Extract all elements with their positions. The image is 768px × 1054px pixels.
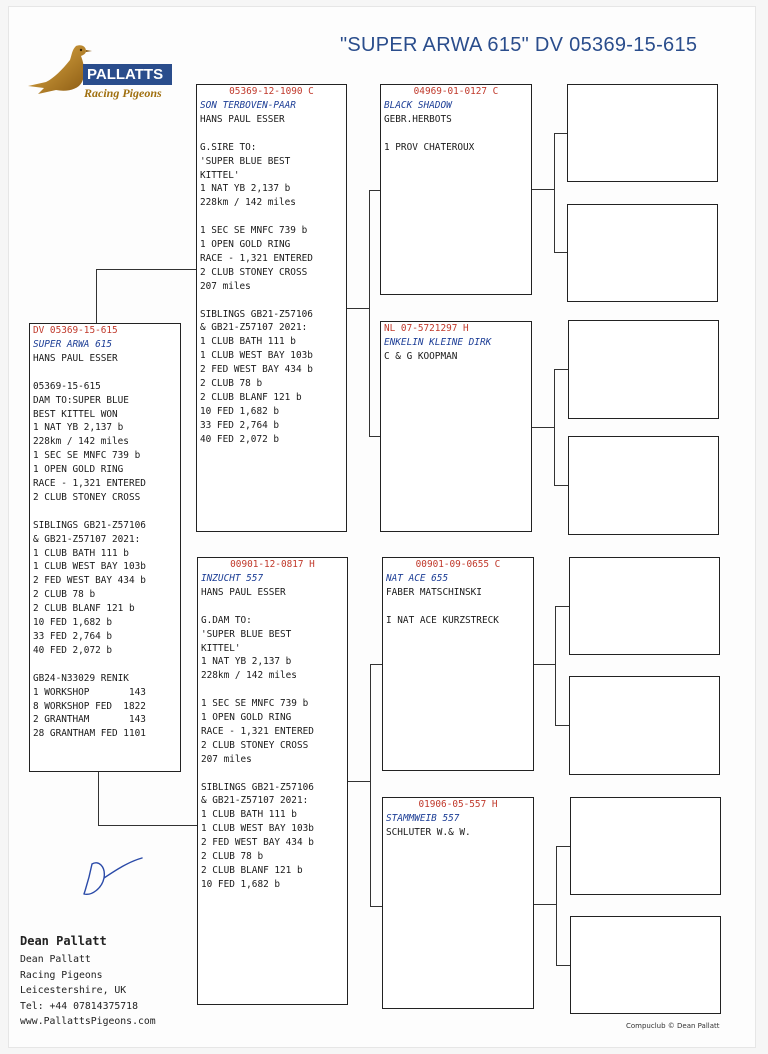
note-line: 1 CLUB BATH 111 b (33, 547, 129, 559)
connector-line (555, 606, 569, 607)
note-line: 2 CLUB BLANF 121 b (33, 603, 135, 615)
great-grandparent-box (568, 320, 719, 419)
pallatts-logo (26, 42, 176, 108)
note-line: 1 SEC SE MNFC 739 b (33, 450, 141, 462)
grandparent-ring: NL 07-5721297 H (384, 323, 469, 334)
note-line: 1 CLUB WEST BAY 103b (200, 350, 313, 362)
connector-line (369, 190, 370, 437)
grandparent-box (382, 797, 534, 1009)
grandparent-breeder: C & G KOOPMAN (384, 350, 458, 362)
grandparent-notes (384, 127, 528, 155)
connector-line (556, 846, 557, 966)
note-line: & GB21-Z57107 2021: (200, 322, 308, 334)
note-line: 2 CLUB 78 b (201, 851, 264, 863)
connector-line (534, 904, 556, 905)
note-line: 40 FED 2,072 b (200, 433, 280, 445)
note-line: 2 CLUB BLANF 121 b (200, 391, 302, 403)
note-line: 8 WORKSHOP FED 1822 (33, 700, 146, 712)
note-line: 1 CLUB BATH 111 b (200, 336, 296, 348)
connector-line (532, 189, 554, 190)
note-line: 05369-15-615 (33, 380, 101, 392)
logo-brand: PALLATTS (83, 64, 172, 85)
connector-line (370, 906, 382, 907)
great-grandparent-box (568, 436, 719, 535)
grandparent-ring: 01906-05-557 H (418, 799, 498, 810)
note-line (200, 294, 343, 308)
connector-line (555, 606, 556, 726)
connector-line (554, 133, 555, 253)
connector-line (554, 485, 568, 486)
note-line (200, 210, 343, 224)
connector-line (96, 269, 196, 270)
note-line: G.DAM TO: (201, 614, 252, 626)
connector-line (96, 269, 97, 323)
note-line (200, 127, 343, 141)
note-line: GB24-N33029 RENIK (33, 672, 129, 684)
connector-line (369, 190, 380, 191)
connector-line (554, 369, 555, 486)
great-grandparent-box (570, 916, 721, 1014)
note-line: 1 CLUB BATH 111 b (201, 809, 297, 821)
note-line: SIBLINGS GB21-Z57106 (33, 519, 146, 531)
subject-breeder: HANS PAUL ESSER (33, 352, 118, 364)
sire-breeder: HANS PAUL ESSER (200, 113, 285, 125)
dam-notes (201, 600, 344, 892)
grandparent-box (380, 84, 532, 295)
note-line: 2 CLUB 78 b (33, 589, 96, 601)
dam-box (197, 557, 348, 1005)
note-line: 40 FED 2,072 b (33, 644, 113, 656)
connector-line (369, 436, 380, 437)
subject-notes (33, 366, 177, 741)
grandparent-ring: 04969-01-0127 C (413, 86, 499, 97)
great-grandparent-box (567, 204, 718, 302)
grandparent-breeder: GEBR.HERBOTS (384, 113, 452, 125)
connector-line (534, 664, 555, 665)
note-line: 2 CLUB STONEY CROSS (200, 266, 308, 278)
grandparent-box (380, 321, 532, 532)
note-line: 10 FED 1,682 b (33, 617, 113, 629)
contact-line: Leicestershire, UK (20, 985, 127, 996)
contact-block (20, 930, 156, 1030)
connector-line (370, 664, 371, 907)
note-line: 2 CLUB STONEY CROSS (33, 491, 141, 503)
note-line: 1 NAT YB 2,137 b (200, 183, 291, 195)
note-line: BEST KITTEL WON (33, 408, 118, 420)
sire-name: SON TERBOVEN-PAAR (200, 100, 296, 111)
note-line: 1 SEC SE MNFC 739 b (201, 698, 309, 710)
note-line: 10 FED 1,682 b (201, 878, 281, 890)
grandparent-name: ENKELIN KLEINE DIRK (384, 337, 492, 348)
note-line: 228km / 142 miles (201, 670, 297, 682)
subject-box (29, 323, 181, 772)
note-line: 1 SEC SE MNFC 739 b (200, 225, 308, 237)
connector-line (370, 664, 382, 665)
connector-line (347, 308, 369, 309)
note-line: RACE - 1,321 ENTERED (200, 252, 313, 264)
page-title: "SUPER ARWA 615" DV 05369-15-615 (340, 34, 698, 56)
note-line: 1 WORKSHOP 143 (33, 686, 146, 698)
note-line: I NAT ACE KURZSTRECK (386, 614, 499, 626)
great-grandparent-box (570, 797, 721, 895)
dam-ring: 00901-12-0817 H (230, 559, 315, 570)
contact-line: Racing Pigeons (20, 969, 103, 981)
note-line: KITTEL' (201, 642, 241, 654)
note-line: 33 FED 2,764 b (33, 631, 113, 642)
grandparent-notes (386, 600, 530, 628)
connector-line (555, 725, 569, 726)
note-line: 1 CLUB WEST BAY 103b (201, 823, 314, 835)
dam-breeder: HANS PAUL ESSER (201, 586, 286, 598)
note-line (33, 658, 177, 672)
note-line (201, 600, 344, 614)
note-line: 'SUPER BLUE BEST (201, 628, 292, 640)
note-line: 2 CLUB STONEY CROSS (201, 739, 309, 751)
contact-website[interactable]: www.PallattsPigeons.com (20, 1016, 156, 1027)
note-line: 2 CLUB BLANF 121 b (201, 864, 303, 876)
grandparent-name: NAT ACE 655 (386, 573, 449, 584)
note-line: 1 NAT YB 2,137 b (33, 422, 124, 434)
dam-name: INZUCHT 557 (201, 573, 264, 584)
note-line: 2 GRANTHAM 143 (33, 714, 146, 726)
grandparent-breeder: SCHLUTER W.& W. (386, 826, 471, 838)
sire-box (196, 84, 347, 532)
note-line: 1 OPEN GOLD RING (33, 464, 124, 476)
grandparent-ring: 00901-09-0655 C (415, 559, 501, 570)
note-line (201, 767, 344, 781)
sire-notes (200, 127, 343, 447)
great-grandparent-box (569, 557, 720, 655)
subject-ring: DV 05369-15-615 (33, 325, 118, 336)
note-line: 1 CLUB WEST BAY 103b (33, 561, 146, 573)
note-line: & GB21-Z57107 2021: (201, 795, 309, 807)
note-line (33, 366, 177, 380)
note-line (386, 600, 530, 614)
great-grandparent-box (567, 84, 718, 182)
note-line (384, 127, 528, 141)
note-line: DAM TO:SUPER BLUE (33, 394, 129, 406)
note-line: 228km / 142 miles (33, 436, 129, 448)
note-line: 1 OPEN GOLD RING (201, 712, 292, 724)
note-line: G.SIRE TO: (200, 141, 257, 153)
note-line: 28 GRANTHAM FED 1101 (33, 728, 146, 740)
subject-name: SUPER ARWA 615 (33, 339, 113, 350)
note-line: RACE - 1,321 ENTERED (201, 725, 314, 737)
connector-line (554, 369, 568, 370)
connector-line (532, 427, 554, 428)
note-line: 2 FED WEST BAY 434 b (201, 837, 314, 849)
great-grandparent-box (569, 676, 720, 775)
footer-credit: Compuclub © Dean Pallatt (626, 1022, 720, 1030)
note-line: RACE - 1,321 ENTERED (33, 478, 146, 490)
grandparent-box (382, 557, 534, 771)
connector-line (98, 825, 197, 826)
contact-phone: Tel: +44 07814375718 (20, 1000, 138, 1012)
note-line: 1 NAT YB 2,137 b (201, 656, 292, 668)
note-line: KITTEL' (200, 169, 240, 181)
connector-line (554, 252, 567, 253)
connector-line (556, 846, 570, 847)
note-line: 2 FED WEST BAY 434 b (33, 575, 146, 587)
connector-line (348, 781, 370, 782)
note-line: 2 CLUB 78 b (200, 378, 263, 390)
note-line: 207 miles (200, 280, 251, 292)
note-line: SIBLINGS GB21-Z57106 (200, 308, 313, 320)
note-line: 2 FED WEST BAY 434 b (200, 364, 313, 376)
note-line: & GB21-Z57107 2021: (33, 533, 141, 545)
note-line: 228km / 142 miles (200, 197, 296, 209)
connector-line (554, 133, 567, 134)
grandparent-breeder: FABER MATSCHINSKI (386, 586, 482, 598)
note-line: 207 miles (201, 753, 252, 765)
logo-subtitle: Racing Pigeons (84, 86, 162, 100)
sire-ring: 05369-12-1090 C (229, 86, 314, 97)
grandparent-name: BLACK SHADOW (384, 100, 452, 111)
contact-line: Dean Pallatt (20, 954, 91, 965)
note-line: 'SUPER BLUE BEST (200, 155, 291, 167)
grandparent-name: STAMMWEIB 557 (386, 813, 460, 824)
connector-line (98, 772, 99, 826)
connector-line (556, 965, 570, 966)
contact-heading: Dean Pallatt (20, 934, 107, 948)
note-line (33, 505, 177, 519)
note-line (201, 683, 344, 697)
note-line: 33 FED 2,764 b (200, 419, 280, 431)
note-line: SIBLINGS GB21-Z57106 (201, 781, 314, 793)
signature (76, 852, 146, 902)
note-line: 10 FED 1,682 b (200, 405, 280, 417)
note-line: 1 OPEN GOLD RING (200, 239, 291, 251)
note-line: 1 PROV CHATEROUX (384, 141, 475, 153)
